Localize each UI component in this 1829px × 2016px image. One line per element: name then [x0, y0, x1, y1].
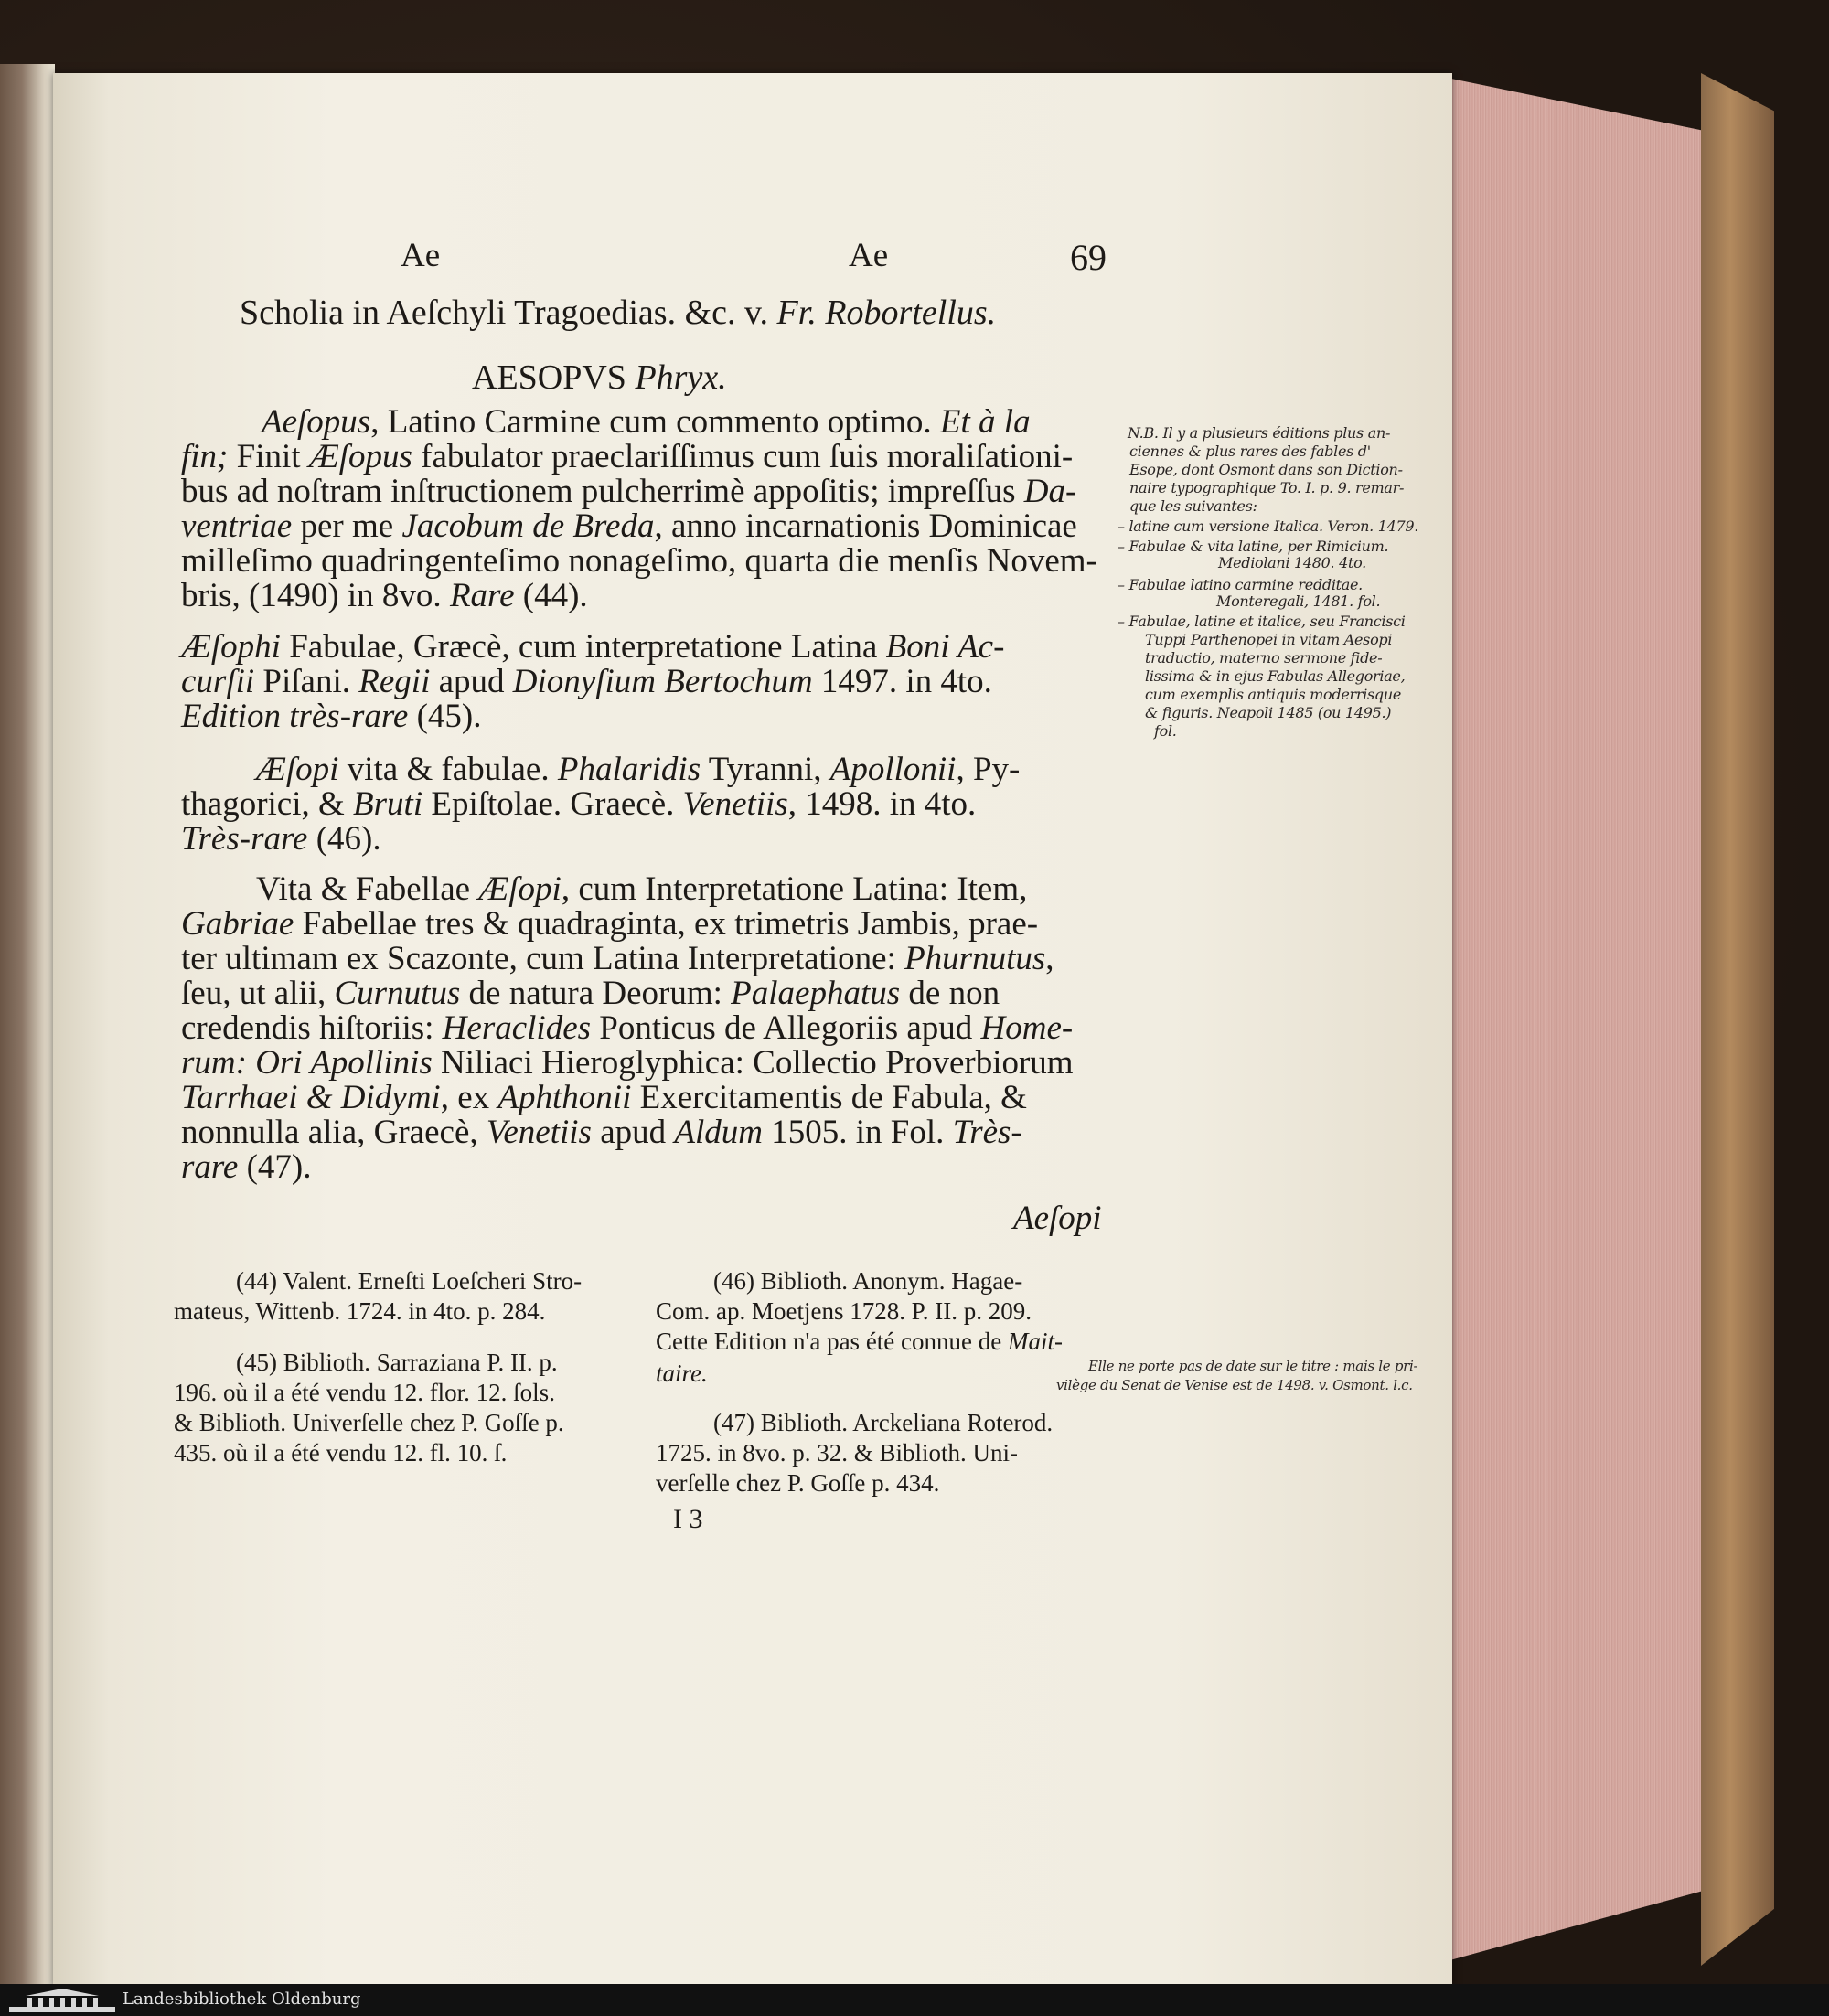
text: 196. où il a été vendu 12. flor. 12. ſols. — [174, 1379, 555, 1406]
body-text-line — [181, 474, 1076, 510]
text: vita & fabulae. — [338, 751, 558, 788]
italic-text: Fr. Robortellus. — [776, 293, 997, 332]
italic-text: Phurnutus — [904, 940, 1046, 977]
footnote-handwriting-line-2: vilège du Senat de Venise est de 1498. v. Osmont. l.c. — [1056, 1377, 1413, 1393]
text: (44). — [514, 577, 588, 614]
body-text-line — [181, 906, 1038, 943]
margin-note-line: que les suivantes: — [1129, 497, 1257, 515]
footer-library-name: Landesbibliothek Oldenburg — [123, 1989, 361, 2009]
text: Cette Edition n'a pas été connue de — [656, 1328, 1008, 1355]
text: Finit — [228, 438, 309, 475]
footnote-left-line — [236, 1348, 558, 1377]
text: (44) Valent. Erneſti Loeſcheri Stro- — [236, 1267, 583, 1295]
italic-text: rare — [181, 1148, 239, 1186]
text: (46) Biblioth. Anonym. Hagae- — [713, 1267, 1023, 1295]
text: Exercitamentis de Fabula, & — [631, 1079, 1027, 1116]
margin-note-line: fol. — [1154, 722, 1177, 740]
margin-note-line: ciennes & plus rares des fables d' — [1129, 443, 1371, 460]
text: , anno incarnationis Dominicae — [654, 507, 1077, 545]
text: (46). — [307, 820, 381, 858]
italic-text: Venetiis — [682, 785, 788, 823]
text: 1725. in 8vo. p. 32. & Biblioth. Uni- — [656, 1439, 1019, 1467]
footnote-right-line — [713, 1266, 1022, 1296]
text: Com. ap. Moetjens 1728. P. II. p. 209. — [656, 1297, 1032, 1325]
footnote-right-line — [656, 1468, 939, 1498]
text: verſelle chez P. Goſſe p. 434. — [656, 1469, 940, 1497]
page-block-edges — [1447, 78, 1721, 1961]
text: Fabulae, Græcè, cum interpretatione Latina — [280, 628, 886, 666]
italic-text: Apollonii — [829, 751, 957, 788]
text: de non — [900, 975, 1000, 1012]
footnote-left-line — [174, 1296, 545, 1326]
italic-text: Curnutus — [334, 975, 461, 1012]
text: per me — [292, 507, 402, 545]
footnote-right-line — [656, 1327, 1063, 1356]
body-text-line — [262, 404, 1031, 441]
body-text-line — [256, 752, 1020, 788]
italic-text: Edition très-rare — [181, 698, 409, 735]
margin-note-line: – Fabulae latino carmine redditae. — [1118, 576, 1363, 593]
italic-text: Æſopi — [478, 870, 562, 908]
margin-note-line: Esope, dont Osmont dans son Diction- — [1129, 461, 1403, 478]
italic-text: rum: Ori Apollinis — [181, 1044, 433, 1082]
italic-text: Venetiis — [486, 1114, 592, 1151]
text: milleſimo quadringenteſimo nonageſimo, quarta die menſis Novem- — [181, 542, 1097, 580]
italic-text: fin; — [181, 438, 229, 475]
footnote-right-line — [656, 1359, 708, 1388]
footnote-right-line — [656, 1438, 1018, 1467]
italic-text: Et à la — [939, 403, 1031, 441]
body-text-line — [181, 439, 1073, 475]
italic-text: Phryx. — [635, 358, 727, 397]
body-text-line — [181, 629, 1004, 666]
footnote-handwriting-line-1: Elle ne porte pas de date sur le titre : mais le pri- — [1088, 1358, 1418, 1374]
italic-text: Palaephatus — [731, 975, 901, 1012]
text: mateus, Wittenb. 1724. in 4to. p. 284. — [174, 1297, 546, 1325]
signature-mark: I 3 — [673, 1504, 703, 1534]
body-text-line — [181, 941, 1054, 977]
body-text-line — [1013, 1200, 1102, 1237]
text: ſeu, ut alii, — [181, 975, 335, 1012]
italic-text: taire. — [656, 1360, 708, 1387]
footnote-left-line — [236, 1266, 582, 1296]
footnote-left-line — [174, 1408, 564, 1437]
italic-text: Æſophi — [181, 628, 281, 666]
body-text-line — [181, 1149, 312, 1186]
margin-note-line: Monteregali, 1481. fol. — [1216, 592, 1381, 610]
italic-text: Très- — [952, 1114, 1022, 1151]
text: thagorici, & — [181, 785, 354, 823]
text: Ponticus de Allegoriis apud — [591, 1009, 981, 1047]
body-text-line — [181, 821, 381, 858]
text: Epiſtolae. Graecè. — [422, 785, 683, 823]
body-text-line — [181, 578, 588, 614]
italic-text: Bruti — [353, 785, 423, 823]
text: , cum Interpretatione Latina: Item, — [561, 870, 1028, 908]
text: , — [1045, 940, 1054, 977]
left-page-edge — [0, 64, 55, 1993]
text: credendis hiſtoriis: — [181, 1009, 443, 1047]
text: (47). — [238, 1148, 312, 1186]
body-text-line — [181, 664, 992, 700]
margin-note-line: traductio, materno sermone fide- — [1145, 649, 1383, 667]
text: bus ad noſtram inſtructionem pulcherrimè appoſitis; impreſſus — [181, 473, 1024, 510]
text: fabulator praeclariſſimus cum ſuis moraliſationi- — [412, 438, 1074, 475]
italic-text: Æſopus — [308, 438, 412, 475]
body-text-line — [181, 976, 1000, 1012]
text: Piſani. — [254, 663, 359, 700]
margin-note-line: lissima & in ejus Fabulas Allegoriae, — [1145, 667, 1406, 685]
text: Fabellae tres & quadraginta, ex trimetris Jambis, prae- — [294, 905, 1039, 943]
text: , Latino Carmine cum commento optimo. — [370, 403, 940, 441]
text: , Py- — [956, 751, 1021, 788]
italic-text: Mait- — [1008, 1328, 1063, 1355]
text: nonnulla alia, Graecè, — [181, 1114, 487, 1151]
italic-text: curſii — [181, 663, 255, 700]
italic-text: Heraclides — [442, 1009, 592, 1047]
body-text-line — [256, 871, 1027, 908]
margin-note-line: Mediolani 1480. 4to. — [1218, 554, 1366, 571]
text: apud — [430, 663, 513, 700]
text: de natura Deorum: — [460, 975, 732, 1012]
margin-note-line: naire typographique To. I. p. 9. remar- — [1129, 479, 1405, 496]
footnote-right-line — [656, 1296, 1032, 1326]
italic-text: Tarrhaei & Didymi — [181, 1079, 441, 1116]
text: , ex — [440, 1079, 498, 1116]
body-text-line — [181, 1115, 1022, 1151]
margin-note-line: & figuris. Neapoli 1485 (ou 1495.) — [1145, 704, 1392, 721]
italic-text: Da- — [1023, 473, 1077, 510]
text: 1505. in Fol. — [763, 1114, 953, 1151]
margin-note-line: N.B. Il y a plusieurs éditions plus an- — [1128, 424, 1391, 442]
text: (47) Biblioth. Arckeliana Roterod. — [713, 1409, 1054, 1436]
text: , 1498. in 4to. — [787, 785, 977, 823]
body-text-line — [181, 786, 976, 823]
margin-note-line: – latine cum versione Italica. Veron. 1479. — [1118, 517, 1419, 535]
italic-text: Home- — [980, 1009, 1074, 1047]
page-number: 69 — [1070, 237, 1107, 278]
body-text-line — [181, 699, 482, 735]
body-text-line — [181, 1080, 1027, 1116]
library-building-icon — [7, 1987, 117, 2014]
text: AESOPVS — [472, 358, 636, 397]
footnote-left-line — [174, 1438, 507, 1467]
body-text-line — [181, 543, 1097, 580]
text: bris, (1490) in 8vo. — [181, 577, 450, 614]
italic-text: Aeſopi — [1013, 1200, 1102, 1237]
body-text-line — [181, 1045, 1074, 1082]
text: 1497. in 4to. — [812, 663, 992, 700]
text: (45) Biblioth. Sarraziana P. II. p. — [236, 1349, 558, 1376]
margin-note-line: Tuppi Parthenopei in vitam Aesopi — [1145, 631, 1393, 648]
italic-text: Très-rare — [181, 820, 308, 858]
margin-note-line: – Fabulae, latine et italice, seu Francisci — [1118, 613, 1406, 630]
italic-text: Regii — [358, 663, 431, 700]
running-head-left: Ae — [401, 237, 441, 274]
italic-text: Aphthonii — [497, 1079, 632, 1116]
running-head-center: Ae — [849, 237, 889, 274]
text: & Biblioth. Univerſelle chez P. Goſſe p. — [174, 1409, 564, 1436]
margin-note-line: cum exemplis antiquis moderrisque — [1145, 686, 1402, 703]
body-text-line — [472, 359, 727, 396]
italic-text: Æſopi — [256, 751, 339, 788]
footnote-right-line — [713, 1408, 1053, 1437]
book-cover-edge — [1701, 73, 1774, 1966]
text: apud — [591, 1114, 675, 1151]
italic-text: Gabriae — [181, 905, 294, 943]
body-text-line — [181, 1010, 1073, 1047]
margin-note-line: – Fabulae & vita latine, per Rimicium. — [1118, 538, 1389, 555]
text: Vita & Fabellae — [256, 870, 479, 908]
body-text-line — [240, 294, 996, 331]
italic-text: Aldum — [674, 1114, 764, 1151]
text: (45). — [408, 698, 482, 735]
italic-text: Phalaridis — [557, 751, 701, 788]
italic-text: ventriae — [181, 507, 293, 545]
text: ter ultimam ex Scazonte, cum Latina Interpretatione: — [181, 940, 905, 977]
italic-text: Jacobum de Breda — [401, 507, 655, 545]
text: Scholia in Aeſchyli Tragoedias. &c. v. — [240, 293, 777, 332]
italic-text: Boni Ac- — [885, 628, 1005, 666]
body-text-line — [181, 508, 1077, 545]
footnote-left-line — [174, 1378, 555, 1407]
text: 435. où il a été vendu 12. fl. 10. ſ. — [174, 1439, 508, 1467]
text: Tyranni, — [701, 751, 830, 788]
italic-text: Aeſopus — [262, 403, 371, 441]
italic-text: Rare — [449, 577, 515, 614]
italic-text: Dionyſium Bertochum — [512, 663, 813, 700]
text: Niliaci Hieroglyphica: Collectio Proverbiorum — [432, 1044, 1074, 1082]
